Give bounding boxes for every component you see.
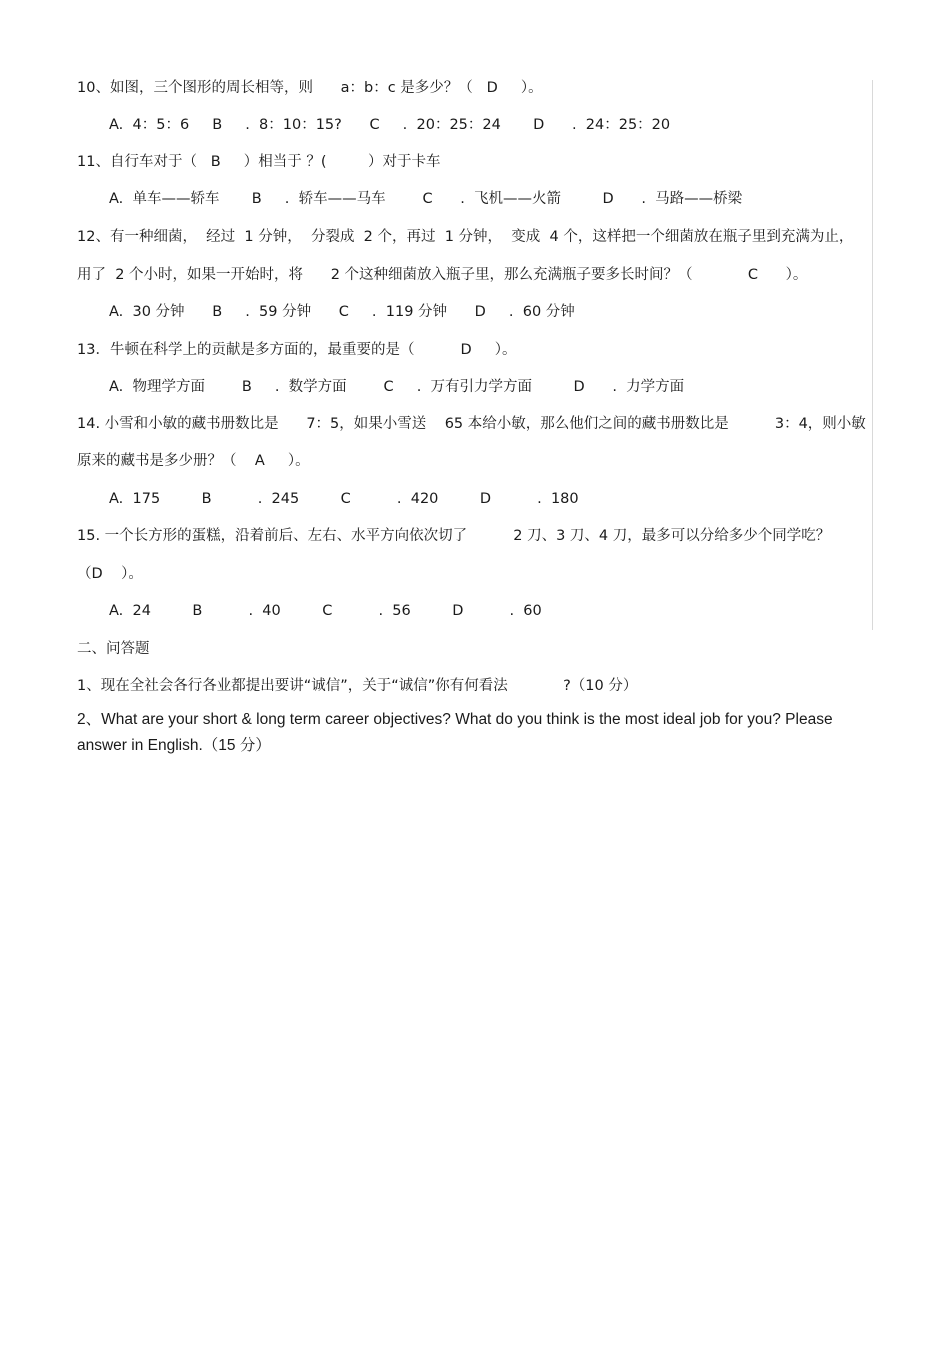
question-11-stem: 11、自行车对于（ B ）相当于 ？( ）对于卡车 — [77, 154, 441, 170]
question-10-options: A. 4：5：6 B . 8：10：15? C . 20：25：24 D . 24：25：20 — [109, 117, 671, 133]
question-11-options: A. 单车——轿车 B . 轿车——马车 C . 飞机——火箭 D . 马路——桥梁 — [109, 191, 743, 207]
question-14-stem-line1: 14. 小雪和小敏的藏书册数比是 7：5，如果小雪送 65 本给小敏，那么他们之间的藏书册数比是 3：4，则小敏 — [77, 416, 866, 432]
essay-question-2-line2: answer in English.（15 分） — [77, 737, 271, 754]
section-2-heading: 二、问答题 — [77, 641, 150, 657]
page-margin-rule — [872, 80, 873, 630]
question-15-stem-line1: 15. 一个长方形的蛋糕，沿着前后、左右、水平方向依次切了 2 刀、3 刀、4 刀，最多可以分给多少个同学吃？ — [77, 528, 831, 544]
essay-question-2-line1: 2、What are your short & long term career objectives? What do you think is the most ideal job for you? Please — [77, 711, 833, 728]
question-12-stem-line2: 用了 2 个小时，如果一开始时，将 2 个这种细菌放入瓶子里，那么充满瓶子要多长时间？（ C ）。 — [77, 267, 808, 283]
question-12-options: A. 30 分钟 B . 59 分钟 C . 119 分钟 D . 60 分钟 — [109, 304, 575, 320]
question-10-stem: 10、如图，三个图形的周长相等，则 a：b：c 是多少？（ D ）。 — [77, 80, 543, 96]
question-14-stem-line2: 原来的藏书是多少册？（ A ）。 — [77, 453, 310, 469]
question-13-options: A. 物理学方面 B . 数学方面 C . 万有引力学方面 D . 力学方面 — [109, 379, 685, 395]
question-15-stem-line2: （D ）。 — [77, 566, 143, 582]
question-13-stem: 13．牛顿在科学上的贡献是多方面的，最重要的是（ D ）。 — [77, 342, 517, 358]
question-12-stem-line1: 12、有一种细菌， 经过 1 分钟， 分裂成 2 个，再过 1 分钟， 变成 4 个，这样把一个细菌放在瓶子里到充满为止， — [77, 229, 854, 245]
essay-question-1: 1、现在全社会各行各业都提出要讲“诚信”，关于“诚信”你有何看法 ?（10 分） — [77, 678, 638, 694]
question-15-options: A. 24 B . 40 C . 56 D . 60 — [109, 603, 542, 619]
question-14-options: A. 175 B . 245 C . 420 D . 180 — [109, 491, 579, 507]
